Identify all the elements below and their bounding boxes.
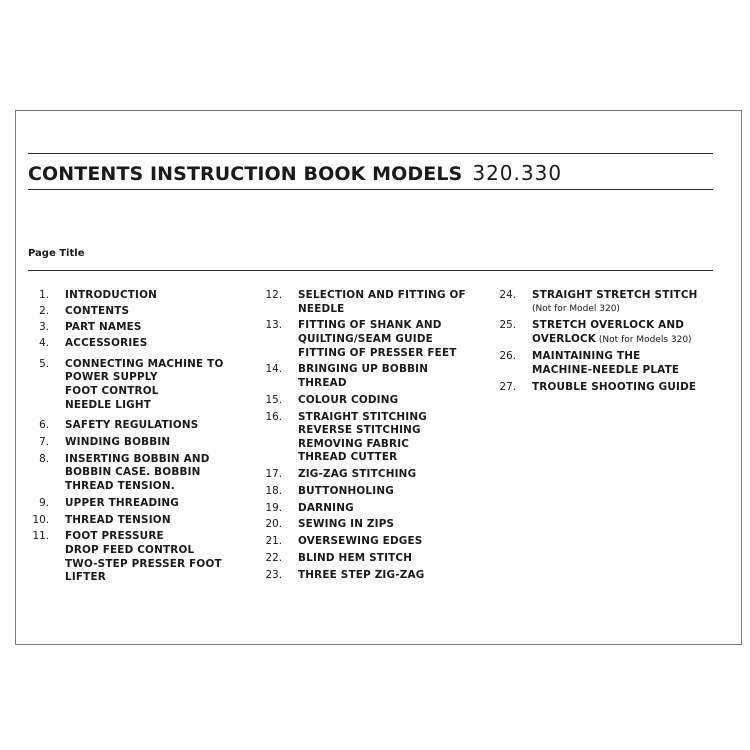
entry-number: 24.	[499, 289, 516, 301]
entry-title-line: FITTING OF PRESSER FEET	[298, 346, 457, 359]
contents-entry	[21, 419, 257, 433]
entry-title-line: BUTTONHOLING	[298, 484, 394, 497]
entry-number: 1.	[39, 289, 49, 301]
entry-note: (Not for Model 320)	[532, 303, 620, 314]
entry-title-line: INTRODUCTION	[65, 289, 158, 301]
entry-title-line: REVERSE STITCHING	[298, 424, 421, 437]
contents-entry	[252, 518, 492, 532]
contents-column-1	[21, 289, 257, 588]
entry-title-line: BLIND HEM STITCH	[298, 551, 413, 564]
contents-entry	[252, 363, 492, 390]
contents-entry	[252, 411, 492, 465]
entry-number: 9.	[39, 496, 49, 509]
entry-note: (Not for Models 320)	[596, 334, 692, 345]
entry-title-line: REMOVING FABRIC	[298, 437, 410, 450]
entry-title	[298, 569, 424, 583]
entry-title-line: POWER SUPPLY	[65, 371, 158, 384]
entry-title-line: ACCESSORIES	[65, 337, 148, 350]
title-text: CONTENTS INSTRUCTION BOOK MODELS	[28, 163, 463, 185]
contents-entry	[21, 358, 257, 412]
entry-number: 14.	[265, 363, 282, 376]
entry-title	[65, 289, 157, 303]
entry-title-line: TROUBLE SHOOTING GUIDE	[532, 380, 697, 393]
entry-title	[65, 514, 171, 528]
entry-title	[298, 411, 427, 465]
entry-number: 16.	[265, 410, 282, 423]
entry-title	[298, 468, 416, 482]
entry-spacer	[21, 412, 257, 419]
title-rule	[28, 189, 713, 190]
entry-number: 18.	[265, 484, 282, 497]
contents-entry	[252, 289, 492, 316]
entry-title-line: SELECTION AND FITTING OF	[298, 289, 466, 301]
contents-entry	[486, 289, 731, 316]
entry-number: 4.	[39, 337, 49, 350]
entry-title	[298, 319, 457, 360]
entry-number: 2.	[39, 305, 49, 318]
entry-number: 22.	[265, 551, 282, 564]
contents-entry	[21, 497, 257, 511]
entry-title-line: THREAD TENSION.	[65, 480, 175, 492]
page-title-label: Page Title	[28, 248, 85, 259]
entry-title-line: CONTENTS	[65, 305, 130, 318]
entry-title	[65, 530, 222, 584]
entry-title-line: BRINGING UP BOBBIN	[298, 363, 429, 376]
entry-title	[298, 485, 394, 499]
entry-title-line: QUILTING/SEAM GUIDE	[298, 332, 433, 345]
entry-number: 17.	[265, 468, 282, 481]
entry-spacer	[21, 585, 257, 588]
entry-title	[65, 305, 129, 319]
contents-page	[15, 110, 742, 645]
contents-entry	[21, 305, 257, 319]
entry-title	[532, 289, 698, 316]
entry-title	[298, 394, 398, 408]
entry-title-line: NEEDLE	[298, 302, 345, 315]
entry-number: 27.	[499, 380, 516, 393]
entry-title-line: BOBBIN CASE. BOBBIN	[65, 466, 201, 479]
entry-number: 7.	[39, 436, 49, 449]
contents-entry	[486, 381, 731, 395]
entry-title-line: CONNECTING MACHINE TO	[65, 357, 224, 370]
contents-entry	[486, 319, 731, 347]
entry-number: 10.	[32, 513, 49, 526]
entry-number: 19.	[265, 501, 282, 514]
entry-title-line: DROP FEED CONTROL	[65, 543, 195, 556]
entry-title-line: THREAD TENSION	[65, 513, 171, 526]
entry-title	[298, 363, 428, 390]
entry-spacer	[21, 351, 257, 358]
entry-title	[298, 289, 466, 316]
contents-entry	[21, 289, 257, 303]
entry-title-line: THREE STEP ZIG-ZAG	[298, 568, 425, 581]
entry-number: 13.	[265, 319, 282, 332]
entry-title-line: NEEDLE LIGHT	[65, 398, 152, 411]
entry-title-line: FOOT CONTROL	[65, 385, 159, 398]
contents-entry	[252, 552, 492, 566]
contents-column-2	[252, 289, 492, 586]
entry-title-line: WINDING BOBBIN	[65, 436, 171, 449]
entry-number: 6.	[39, 419, 49, 432]
entry-title	[298, 518, 394, 532]
entry-title	[65, 358, 223, 412]
entry-title-line: STRAIGHT STRETCH STITCH	[532, 289, 698, 301]
entry-title	[65, 337, 147, 351]
entry-title	[532, 319, 692, 347]
entry-title-line: DARNING	[298, 501, 354, 514]
entry-title-line: ZIG-ZAG STITCHING	[298, 468, 417, 481]
contents-column-3	[486, 289, 731, 397]
entry-number: 20.	[265, 518, 282, 531]
entry-title-line: INSERTING BOBBIN AND	[65, 452, 210, 465]
contents-entry	[21, 453, 257, 494]
contents-entry	[252, 569, 492, 583]
entry-title-line: SAFETY REGULATIONS	[65, 419, 199, 432]
entry-spacer	[252, 582, 492, 585]
entry-number: 23.	[265, 568, 282, 581]
contents-entry	[21, 337, 257, 351]
entry-title	[65, 419, 198, 433]
entry-title-line: THREAD CUTTER	[298, 451, 398, 464]
entry-title-line: COLOUR CODING	[298, 393, 399, 406]
entry-title	[298, 535, 422, 549]
contents-entry	[252, 535, 492, 549]
entry-number: 15.	[265, 393, 282, 406]
contents-entry	[21, 530, 257, 584]
entry-title-line: MAINTAINING THE	[532, 350, 641, 363]
entry-number: 26.	[499, 350, 516, 363]
entry-title	[65, 453, 210, 494]
contents-entry	[252, 468, 492, 482]
entry-spacer	[486, 394, 731, 397]
entry-title-line: TWO-STEP PRESSER FOOT	[65, 557, 222, 570]
entry-title	[65, 436, 170, 450]
entry-number: 8.	[39, 452, 49, 465]
contents-entry	[486, 350, 731, 377]
entry-title	[298, 552, 412, 566]
entry-title-line: OVERLOCK (Not for Models 320)	[532, 332, 692, 345]
entry-title-line: OVERSEWING EDGES	[298, 535, 423, 548]
entry-number: 11.	[32, 530, 49, 543]
top-rule	[28, 153, 713, 154]
entry-title-line: PART NAMES	[65, 321, 142, 334]
entry-title-line: LIFTER	[65, 571, 106, 584]
entry-number: 5.	[39, 357, 49, 370]
entry-title-line: THREAD	[298, 376, 347, 389]
header-rule	[28, 270, 713, 271]
entry-title-line: STRAIGHT STITCHING	[298, 410, 427, 423]
contents-entry	[252, 485, 492, 499]
contents-entry	[21, 436, 257, 450]
entry-title	[532, 350, 679, 377]
contents-entry	[21, 514, 257, 528]
entry-title	[65, 497, 179, 511]
entry-title-line: SEWING IN ZIPS	[298, 518, 395, 531]
entry-title-line: UPPER THREADING	[65, 496, 180, 509]
page-title	[28, 161, 562, 185]
entry-title-line: MACHINE-NEEDLE PLATE	[532, 363, 680, 376]
entry-title-line: FITTING OF SHANK AND	[298, 319, 442, 332]
entry-title-line: FOOT PRESSURE	[65, 530, 164, 543]
entry-title-line: STRETCH OVERLOCK AND	[532, 319, 685, 332]
entry-title	[532, 381, 696, 395]
entry-number: 12.	[265, 289, 282, 301]
entry-number: 3.	[39, 321, 49, 334]
entry-number: 25.	[499, 319, 516, 332]
entry-title	[65, 321, 142, 335]
contents-entry	[252, 319, 492, 360]
model-numbers: 320.330	[472, 161, 563, 185]
entry-title	[298, 502, 354, 516]
contents-entry	[21, 321, 257, 335]
contents-entry	[252, 394, 492, 408]
entry-number: 21.	[265, 535, 282, 548]
contents-entry	[252, 502, 492, 516]
